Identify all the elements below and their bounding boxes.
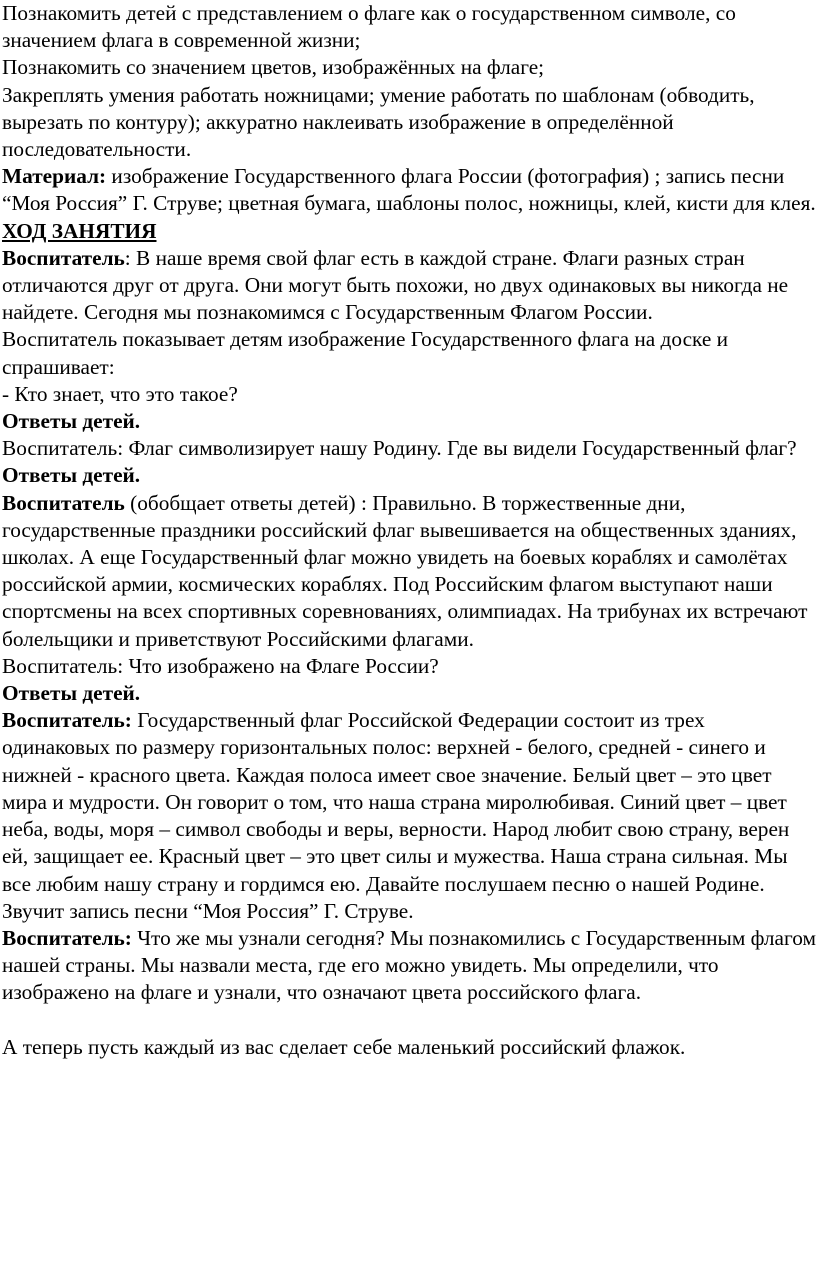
teacher-shows-flag: Воспитатель показывает детям изображение Государственного флага на доске и спрашивает: <box>2 327 729 379</box>
goal-2: Познакомить со значением цветов, изображённых на флаге; <box>2 55 545 80</box>
final-task: А теперь пусть каждый из вас сделает себе маленький российский флажок. <box>2 1034 686 1059</box>
paragraph-spacer <box>2 1007 816 1034</box>
teacher-question-where: Воспитатель: Флаг символизирует нашу Родину. Где вы видели Государственный флаг? <box>2 436 797 461</box>
question-what-is-it: - Кто знает, что это такое? <box>2 381 238 406</box>
speaker-label: Воспитатель: <box>2 925 132 950</box>
children-answers-3 <box>2 680 816 707</box>
song-note: Звучит запись песни “Моя Россия” Г. Струве. <box>2 898 414 923</box>
answers-label: Ответы детей. <box>2 463 141 488</box>
paragraph-text: : В наше время свой флаг есть в каждой стране. Флаги разных стран отличаются друг от друга. Они могут быть похожи, но двух одинаковых вы никогда не найдете. Сегодня мы познакомимся с Государственным Флагом России. <box>2 245 789 325</box>
goal-1: Познакомить детей с представлением о флаге как о государственном символе, со значением флага в современной жизни; <box>2 1 736 53</box>
teacher-intro <box>2 245 816 327</box>
speaker-label: Воспитатель <box>2 245 125 270</box>
material-label: Материал: <box>2 164 107 189</box>
material-text: изображение Государственного флага России (фотография) ; запись песни “Моя Россия” Г. Струве; цветная бумага, шаблоны полос, ножницы, клей, кисти для клея. <box>2 164 816 216</box>
paragraph-text: Что же мы узнали сегодня? Мы познакомились с Государственным флагом нашей страны. Мы назвали места, где его можно увидеть. Мы определили, что изображено на флаге и узнали, что означают цвета российского флага. <box>2 925 816 1005</box>
speaker-label: Воспитатель <box>2 490 125 515</box>
material-paragraph <box>2 163 816 217</box>
answers-label: Ответы детей. <box>2 681 141 706</box>
lesson-heading: ХОД ЗАНЯТИЯ <box>2 218 157 243</box>
teacher-flag-meaning <box>2 707 816 897</box>
teacher-summary <box>2 490 816 653</box>
paragraph-text: Государственный флаг Российской Федерации состоит из трех одинаковых по размеру горизонтальных полос: верхней - белого, средней - синего и нижней - красного цвета. Каждая полоса имеет свое значение. Белый цвет – это цвет мира и мудрости. Он говорит о том, что наша страна миролюбивая. Синий цвет – цвет неба, воды, моря – символ свободы и веры, верности. Народ любит свою страну, верен ей, защищает ее. Красный цвет – это цвет силы и мужества. Наша страна сильная. Мы все любим нашу страну и гордимся ею. Давайте послушаем песню о нашей Родине. <box>2 708 790 896</box>
teacher-question-flag: Воспитатель: Что изображено на Флаге России? <box>2 653 439 678</box>
goal-3: Закреплять умения работать ножницами; умение работать по шаблонам (обводить, вырезать по контуру); аккуратно наклеивать изображение в определённой последовательности. <box>2 82 755 162</box>
paragraph-text: (обобщает ответы детей) : Правильно. В торжественные дни, государственные праздники российский флаг вывешивается на общественных зданиях, школах. А еще Государственный флаг можно увидеть на боевых кораблях и самолётах российской армии, космических кораблях. Под Российским флагом выступают наши спортсмены на всех спортивных соревнованиях, олимпиадах. На трибунах их встречают болельщики и приветствуют Российскими флагами. <box>2 490 808 651</box>
teacher-conclusion <box>2 925 816 1007</box>
children-answers-1 <box>2 408 816 435</box>
speaker-label: Воспитатель: <box>2 708 132 733</box>
answers-label: Ответы детей. <box>2 409 141 434</box>
children-answers-2 <box>2 462 816 489</box>
